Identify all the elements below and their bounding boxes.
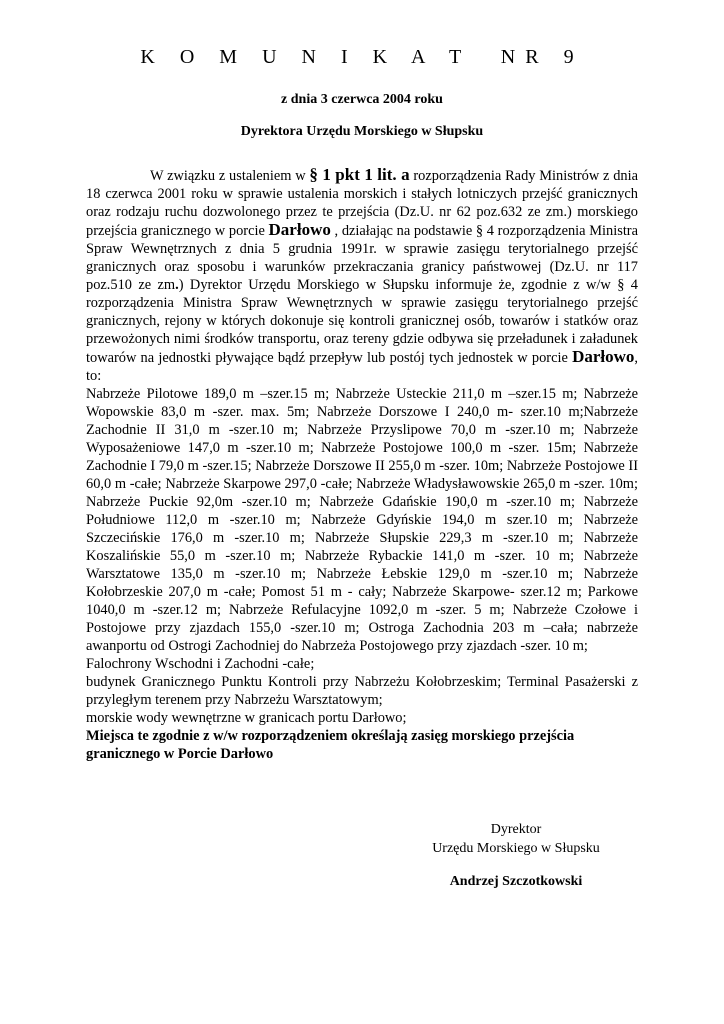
document-date: z dnia 3 czerwca 2004 roku [281,92,443,107]
intro-dot: . [175,277,179,293]
intro-text-5: , to: [86,350,638,384]
closing-statement: Miejsca te zgodnie z w/w rozporządzeniem określają zasięg morskiego przejścia granicznego w Porcie Darłowo [86,728,575,762]
breakwaters-line: Falochrony Wschodni i Zachodni -całe; [86,656,315,672]
signature-role: Dyrektor [490,822,542,837]
regulation-reference: § 1 pkt 1 lit. a [309,165,410,184]
document-issuer: Dyrektora Urzędu Morskiego w Słupsku [240,124,484,139]
signature-block [400,820,632,891]
document-title: K O M U N I K A T NR 9 [140,46,584,68]
signature-office: Urzędu Morskiego w Słupsku [432,841,600,856]
intro-paragraph [86,166,638,385]
building-line: budynek Granicznego Punktu Kontroli przy Nabrzeżu Kołobrzeskim; Terminal Pasażerski z przyległym terenem przy Nabrzeżu Warsztatowym; [86,674,638,708]
signature-name: Andrzej Szczotkowski [449,874,583,889]
port-name: Darłowo [572,347,635,366]
waters-line: morskie wody wewnętrzne w granicach portu Darłowo; [86,710,407,726]
intro-text-2: rozporządzenia Rady Ministrów z dnia 18 czerwca 2001 roku w sprawie ustalenia morskich i stałych lotniczych przejść granicznych oraz rodzaju ruchu dozwolonego przez te przejścia (Dz.U. nr 62 poz.632 ze zm.) morskiego przejścia granicznego w porcie [86,168,638,239]
port-name: Darłowo [268,220,331,239]
quays-list: Nabrzeże Pilotowe 189,0 m –szer.15 m; Nabrzeże Usteckie 211,0 m –szer.15 m; Nabrzeże Wopowskie 83,0 m -szer. max. 5m; Nabrzeże Dorszowe I 240,0 m- szer.10 m;Nabrzeże Zachodnie II 31,0 m -szer.10 m; Nabrzeże Przyslipowe 70,0 m -szer.10 m; Nabrzeże Wyposażeniowe 147,0 m -szer.10 m; Nabrzeże Postojowe 100,0 m -szer. 15m; Nabrzeże Zachodnie I 79,0 m -szer.15; Nabrzeże Dorszowe II 255,0 m -szer. 10m; Nabrzeże Postojowe II 60,0 m -całe; Nabrzeże Skarpowe 297,0 -całe; Nabrzeże Władysławowskie 265,0 m -szer. 10m; Nabrzeże Puckie 92,0m -szer.10 m; Nabrzeże Gdańskie 190,0 m -szer.10 m; Nabrzeże Południowe 112,0 m -szer.10 m; Nabrzeże Gdyńskie 194,0 m szer.10 m; Nabrzeże Szczecińskie 176,0 m -szer.10 m; Nabrzeże Słupskie 229,3 m -szer.10 m; Nabrzeże Koszalińskie 55,0 m -szer.10 m; Nabrzeże Rybackie 141,0 m -szer. 10 m; Nabrzeże Warsztatowe 135,0 m -szer.10 m; Nabrzeże Łebskie 129,0 m -szer.10 m; Nabrzeże Kołobrzeskie 207,0 m -całe; Pomost 51 m - cały; Nabrzeże Skarpowe- szer.12 m; Parkowe 1040,0 m -szer.12 m; Nabrzeże Refulacyjne 1092,0 m -szer. 5 m; Nabrzeże Czołowe i Postojowe przy zjazdach 155,0 -szer.10 m; Ostroga Zachodnia 203 m –cała; nabrzeże awanportu od Ostrogi Zachodniej do Nabrzeża Postojowego przy zjazdach -szer. 10 m; [86,386,638,654]
document-body [86,166,638,763]
intro-text-3: , działając na podstawie § 4 rozporządzenia Ministra Spraw Wewnętrznych z dnia 5 grudnia 1991r. w sprawie zasięgu terytorialnego przejść granicznych oraz sposobu i warunków przekraczania granicy państwowej (Dz.U. nr 117 poz.510 ze zm [86,223,638,293]
intro-text-4: ) Dyrektor Urzędu Morskiego w Słupsku informuje że, zgodnie z w/w § 4 rozporządzenia Ministra Spraw Wewnętrznych w sprawie zasięgu terytorialnego przejść granicznych, rejony w których dokonuje się kontroli granicznej osób, towarów i statków oraz przewożonych nimi środków transportu, oraz tereny gdzie odbywa się przeładunek i załadunek towarów na jednostki pływające bądź przepływ lub postój tych jednostek w porcie [86,277,638,366]
intro-text-1: W związku z ustaleniem w [150,168,310,184]
